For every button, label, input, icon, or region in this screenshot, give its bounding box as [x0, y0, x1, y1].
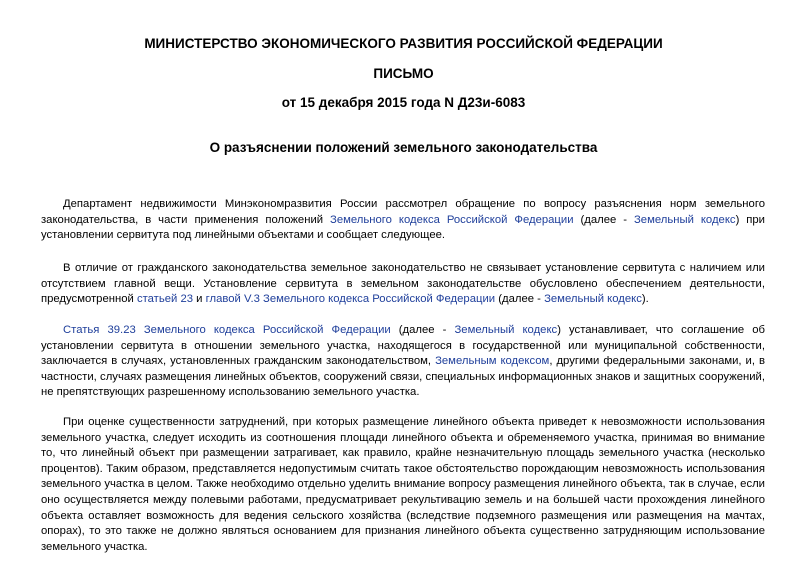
paragraph-text: ). [641, 293, 649, 306]
document-type-heading: ПИСЬМО [373, 66, 434, 81]
paragraph-text: (далее - [495, 293, 545, 306]
link-land-code-rf[interactable]: Земельного кодекса Российской Федерации [330, 213, 574, 226]
paragraph-text: В отличие от гражданского законодательства земельное законодательство не связывает установление сервитута с наличием или отсутствием главной вещи. Установление сервитута в земельном законодательстве обусловлено обеспечением деятельности, предусмотренной [41, 262, 765, 306]
document-date-number: от 15 декабря 2015 года N Д23и-6083 [281, 95, 526, 110]
paragraph-text: , другими федеральными законами, и, в частности, случаях размещения линейных объектов, сооружений связи, специальных информационных знаков и защитных сооружений, не препятствующих разрешенному использованию земельного участка. [41, 355, 765, 399]
link-article-39-23-land-code-rf[interactable]: Статья 39.23 Земельного кодекса Российской Федерации [63, 324, 391, 336]
paragraph-4 [41, 415, 765, 555]
paragraph-text: Департамент недвижимости Минэкономразвития России рассмотрел обращение по вопросу разъяснения норм земельного законодательства, в части применения положений [41, 198, 765, 226]
document-subject: О разъяснении положений земельного законодательства [209, 140, 598, 155]
link-article-23[interactable]: статьей 23 [136, 293, 194, 306]
ministry-heading: МИНИСТЕРСТВО ЭКОНОМИЧЕСКОГО РАЗВИТИЯ РОССИЙСКОЙ ФЕДЕРАЦИИ [144, 36, 663, 51]
paragraph-text: и [193, 293, 206, 306]
paragraph-3 [41, 323, 765, 401]
link-land-code[interactable]: Земельный кодекс [454, 324, 558, 336]
link-land-code[interactable]: Земельный кодекс [633, 213, 736, 226]
paragraph-text: ) при установлении сервитута под линейными объектами и сообщает следующее. [41, 213, 765, 242]
link-chapter-v3-land-code-rf[interactable]: главой V.3 Земельного кодекса Российской Федерации [205, 293, 496, 306]
link-land-code-instrumental[interactable]: Земельным кодексом [435, 355, 550, 368]
link-land-code[interactable]: Земельный кодекс [544, 293, 642, 306]
paragraph-text: (далее - [573, 213, 634, 226]
paragraph-1 [41, 197, 765, 244]
paragraph-text: При оценке существенности затруднений, при которых размещение линейного объекта приведет к невозможности использования земельного участка, следует исходить из соотношения площади линейного объекта и обременяемого участка, принимая во внимание то, что линейный объект при размещении затрагивает, как правило, крайне незначительную площадь земельного участка (несколько процентов). Таким образом, представляется недопустимым считать такое обстоятельство порождающим невозможность использования земельного участка в целом. Также необходимо отдельно уделить внимание вопросу размещения линейного объекта, так в случае, если оно осуществляется между полевыми работами, предусматривает рекультивацию земель и на большей части прохождения линейного объекта оставляет возможность для ведения сельского хозяйства (вследствие подземного размещения или размещения на мачтах, опорах), то это также не должно являться основанием для признания линейного объекта существенно затрудняющим использование земельного участка. [41, 416, 765, 553]
paragraph-2 [41, 261, 765, 308]
paragraph-text: (далее - [390, 324, 455, 336]
paragraph-text: ) устанавливает, что соглашение об установлении сервитута в отношении земельного участка, находящегося в государственной или муниципальной собственности, заключается в случаях, установленных гражданским законодательством, [41, 324, 765, 368]
